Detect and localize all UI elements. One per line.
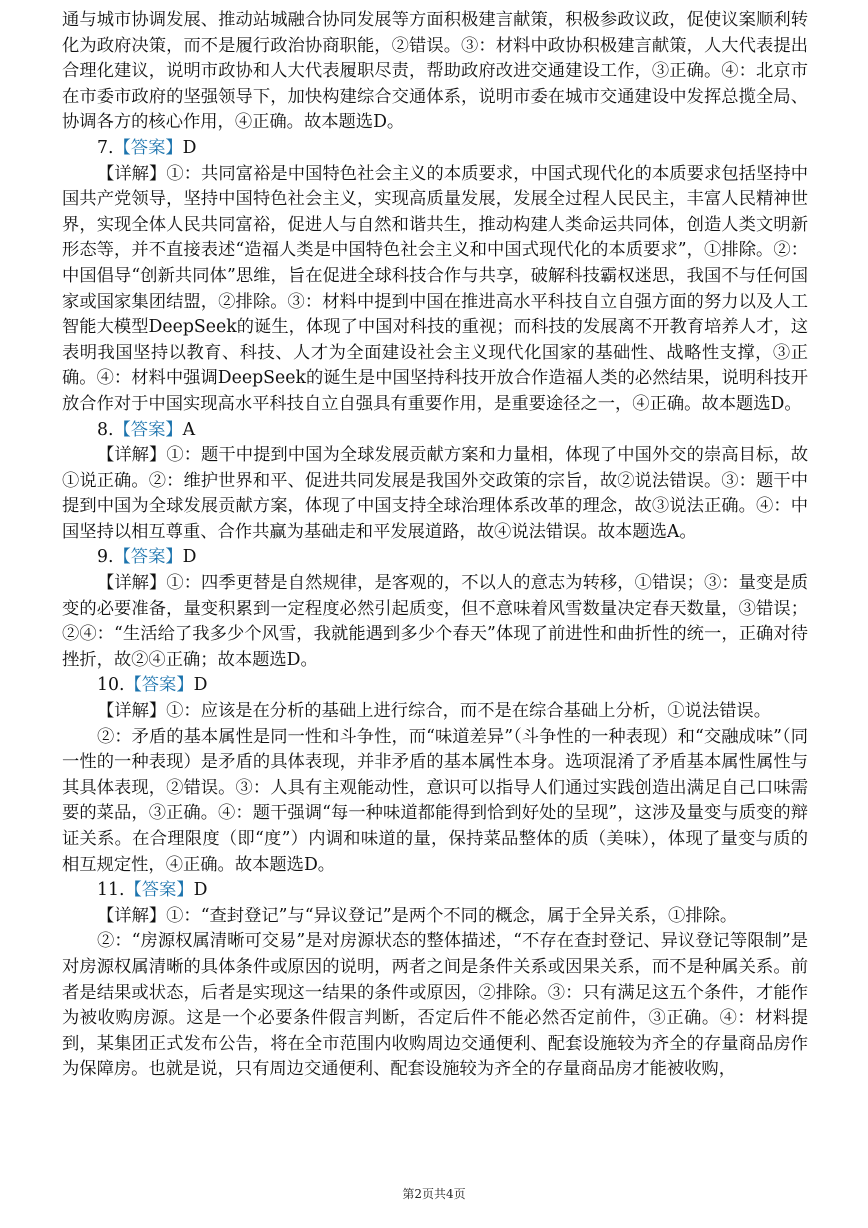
- answer-line: [62, 418, 808, 444]
- answer-value: D: [193, 675, 208, 696]
- answer-label: 【答案】: [124, 675, 194, 696]
- answer-value: A: [182, 419, 196, 440]
- page-footer: 第2页共4页: [402, 1187, 466, 1201]
- explanation-paragraph: 【详解】①：共同富裕是中国特色社会主义的本质要求，中国式现代化的本质要求包括坚持中国共产党领导，坚持中国特色社会主义，实现高质量发展，发展全过程人民民主，丰富人民精神世界，实现全体人民共同富裕，促进人与自然和谐共生，推动构建人类命运共同体，创造人类文明新形态等，并不直接表述“造福人类是中国特色社会主义和中国式现代化的本质要求”，①排除。②：中国倡导“创新共同体”思维，旨在促进全球科技合作与共享，破解科技霸权迷思，我国不与任何国家或国家集团结盟，②排除。③：材料中提到中国在推进高水平科技自立自强方面的努力以及人工智能大模型DeepSeek的诞生，体现了中国对科技的重视；而科技的发展离不开教育培养人才，这表明我国坚持以教育、科技、人才为全面建设社会主义现代化国家的基础性、战略性支撑，③正确。④：材料中强调DeepSeek的诞生是中国坚持科技开放合作造福人类的必然结果，说明科技开放合作对于中国实现高水平科技自立自强具有重要作用，是重要途径之一，④正确。故本题选D。: [62, 163, 808, 414]
- explanation-paragraph: ②：矛盾的基本属性是同一性和斗争性，而“味道差异”（斗争性的一种表现）和“交融成味”（同一性的一种表现）是矛盾的具体表现，并非矛盾的基本属性本身。选项混淆了矛盾基本属性属性与其具体表现，②错误。③：人具有主观能动性，意识可以指导人们通过实践创造出满足自己口味需要的菜品，③正确。④：题干强调“每一种味道都能得到恰到好处的呈现”，这涉及量变与质变的辩证关系。在合理限度（即“度”）内调和味道的量，保持菜品整体的质（美味），体现了量变与质的相互规定性，④正确。故本题选D。: [62, 726, 808, 875]
- answer-line: [62, 545, 808, 571]
- page-content: [62, 8, 808, 1083]
- question-number: 11.: [97, 880, 125, 901]
- answer-label: 【答案】: [113, 419, 183, 440]
- answer-label: 【答案】: [124, 880, 194, 901]
- explanation-paragraph: 【详解】①：题干中提到中国为全球发展贡献方案和力量相，体现了中国外交的崇高目标，故①说正确。②：维护世界和平、促进共同发展是我国外交政策的宗旨，故②说法错误。③：题干中提到中国为全球发展贡献方案，体现了中国支持全球治理体系改革的理念，故③说法正确。④：中国坚持以相互尊重、合作共赢为基础走和平发展道路，故④说法错误。故本题选A。: [62, 445, 808, 542]
- answer-line: [62, 136, 808, 162]
- question-number: 9.: [97, 547, 114, 568]
- answer-line: [62, 878, 808, 904]
- answer-value: D: [182, 137, 197, 158]
- explanation-paragraph: ②：“房源权属清晰可交易”是对房源状态的整体描述，“不存在查封登记、异议登记等限制”是对房源权属清晰的具体条件或原因的说明，两者之间是条件关系或因果关系，而不是种属关系。前者是结果或状态，后者是实现这一结果的条件或原因，②排除。③：只有满足这五个条件，才能作为被收购房源。这是一个必要条件假言判断，否定后件不能必然否定前件，③正确。④：材料提到，某集团正式发布公告，将在全市范围内收购周边交通便利、配套设施较为齐全的存量商品房作为保障房。也就是说，只有周边交通便利、配套设施较为齐全的存量商品房才能被收购，: [62, 931, 808, 1080]
- explanation-paragraph: 【详解】①：四季更替是自然规律，是客观的，不以人的意志为转移，①错误；③：量变是质变的必要准备，量变积累到一定程度必然引起质变，但不意味着风雪数量决定春天数量，③错误；②④：“生活给了我多少个风雪，我就能遇到多少个春天”体现了前进性和曲折性的统一，正确对待挫折，故②④正确；故本题选D。: [62, 573, 808, 670]
- answer-label: 【答案】: [113, 547, 183, 568]
- answer-label: 【答案】: [113, 137, 183, 158]
- explanation-paragraph: 【详解】①：应该是在分析的基础上进行综合，而不是在综合基础上分析，①说法错误。: [97, 701, 771, 722]
- explanation-paragraph: 【详解】①：“查封登记”与“异议登记”是两个不同的概念，属于全异关系，①排除。: [97, 905, 738, 926]
- question-number: 10.: [97, 675, 125, 696]
- answer-line: [62, 673, 808, 699]
- answer-value: D: [182, 547, 197, 568]
- answer-value: D: [193, 880, 208, 901]
- explanation-paragraph: 通与城市协调发展、推动站城融合协同发展等方面积极建言献策，积极参政议政，促使议案顺利转化为政府决策，而不是履行政治协商职能，②错误。③：材料中政协积极建言献策，人大代表提出合理化建议，说明市政协和人大代表履职尽责，帮助政府改进交通建设工作，③正确。④：北京市在市委市政府的坚强领导下，加快构建综合交通体系，说明市委在城市交通建设中发挥总揽全局、协调各方的核心作用，④正确。故本题选D。: [62, 10, 808, 133]
- question-number: 7.: [97, 137, 114, 158]
- question-number: 8.: [97, 419, 114, 440]
